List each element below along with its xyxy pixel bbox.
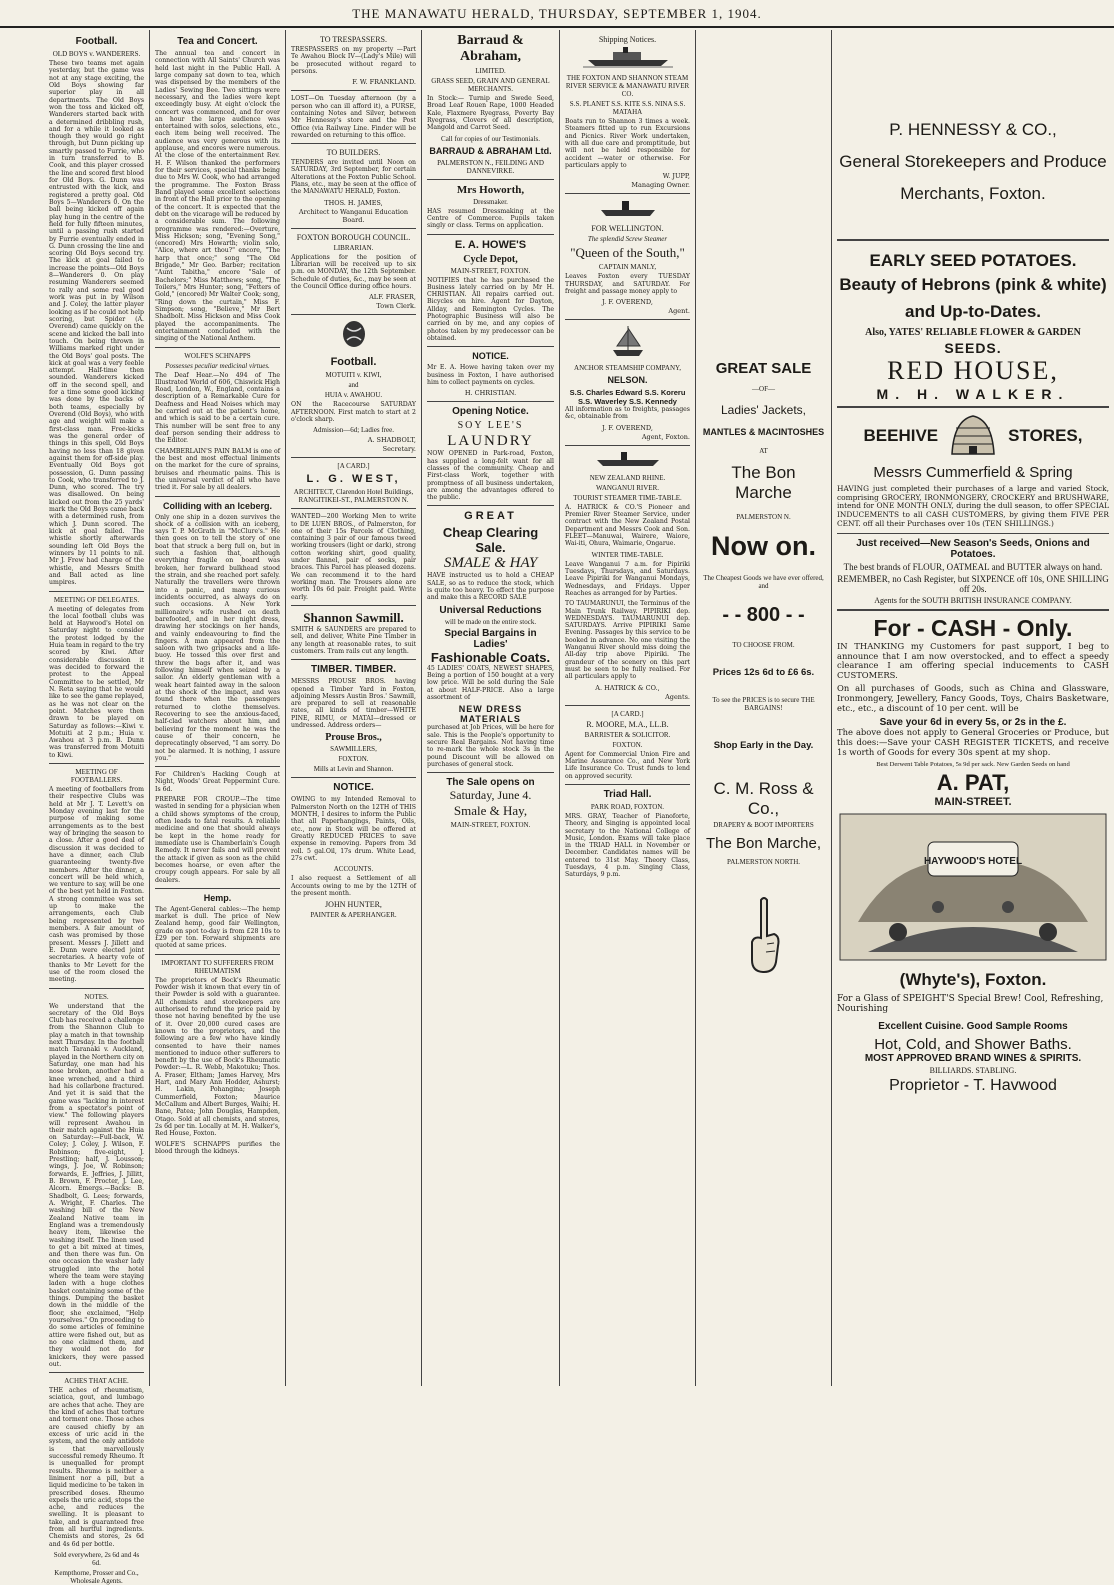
hunter-title: PAINTER & APERHANGER. (310, 911, 397, 920)
tea-concert-heading: Tea and Concert. (177, 36, 258, 47)
dress-text: purchased at Job Prices, will be here for sale. This is the People's opportunity to secure Real Bargains. Not having time to re-mark the whole stock 3s in the pound Discount will be allowed on purchases of general stock. (427, 724, 554, 768)
beehive-label: BEEHIVE (863, 425, 939, 445)
trespassers-heading: TO TRESPASSERS. (320, 35, 387, 44)
notice-heading: NOTICE. (333, 782, 374, 794)
red-house-heading: RED HOUSE, (887, 355, 1059, 385)
wines-heading: MOST APPROVED BRAND WINES & SPIRITS. (864, 1052, 1082, 1064)
palmerston-label: PALMERSTON N. (736, 513, 791, 521)
sailing-ship-icon (565, 324, 690, 362)
barraud-testimonials: Call for copies of our Testimonials. (441, 134, 540, 143)
architect-address: ARCHITECT, Clarendon Hotel Buildings, RANGITIKEI-ST., PALMERSTON N. (293, 488, 414, 505)
reductions-text: will be made on the entire stock. (444, 617, 537, 626)
barraud-stock: In Stock:— Turnip and Swede Seed, Broad Leaf Rouen Rape, 1000 Headed Kale, Flaxmere Ryegrass, Poverty Bay Ryegrass, Clovers of all description, Mangold and Carrot Seed. (427, 95, 554, 132)
barraud-ltd: BARRAUD & ABRAHAM Ltd. (429, 145, 552, 156)
queen-south-text: Leaves Foxton every TUESDAY THURSDAY, and SATURDAY. For freight and passage money apply to (565, 273, 690, 295)
masthead: THE MANAWATU HERALD, THURSDAY, SEPTEMBER 1, 1904. (0, 0, 1114, 28)
footballers-report: A meeting of footballers from their respective Clubs was held at Mr J. T. Levett's on Monday evening last for the purpose of making some arrangements as to the best way of bringing the season to a close. After a good deal of discussion it was decided to have a dinner, each Club guaranteeing twenty-five members. After the dinner, a concert will be held which, we venture to say, will be one of the best yet held in Foxton. A strong committee was set up to make the arrangements, each Club being represented by two members. A fair amount of cash was promised by those present. Messrs J. Jillett and E. Dunn were elected joint secretaries. A hearty vote of thanks to Mr Levett for the use of the room closed the meeting. (49, 786, 144, 984)
triad-address: PARK ROAD, FOXTON. (590, 802, 665, 811)
triad-hall-heading: Triad Hall. (603, 788, 652, 800)
speights-text: For a Glass of SPEIGHT'S Special Brew! Cool, Refreshing, Nourishing (837, 993, 1104, 1015)
overend-signature: J. F. OVEREND, (602, 298, 653, 307)
aches-agents: Kempthorne, Prosser and Co., Wholesale Agents. (54, 1569, 139, 1585)
choose-text: TO CHOOSE FROM. (732, 641, 795, 649)
insurance-text: Agents for the SOUTH BRITISH INSURANCE COMPANY. (874, 595, 1072, 605)
palmerston-north-label: PALMERSTON NORTH. (726, 858, 801, 866)
cummerfield-text: HAVING just completed their purchases of a large and varied Stock, comprising GROCERY, IRONMONGERY, CROCKERY and BRUSHWARE, intend for ONE MONTH ONLY, during the dull season, to offer SPECIAL INDUCEMENTS to all CASH CUSTOMERS, by giving them FIVE PER CENT. off all their Purchases over 10s (TEN SHILLINGS.) (837, 483, 1109, 528)
tea-concert-text: The annual tea and concert in connection with All Saints' Church was held last night in the Public Hall. A large company sat down to tea, which was dispensed by the members of the Ladies' Sewing Bee. Two sittings were necessary, and the ladies were kept exceedingly busy. At eight o'clock the concert was commenced, and for over an hour the large audience was entertained with solos, selections, etc., each item being well received. The audience was very generous with its applause, and encores were numerous. At the close of the entertainment Rev. H. F. Wilson thanked the performers for their services, special thanks being due to Mrs W. Cook, who had arranged the programme. The Foxton Brass Band played some excellent selections in front of the Hall prior to the opening of the concert. It is expected that the debt on the vicarage will be reduced by a considerable sum. The following programme was rendered:—Overture, Miss Hickson; song, "Evening Song," (encored) Mrs Howarth; violin solo, "Alice, where art thou?" encore, "The harp that once;" song "The Old Brigade," Mr Geo. Barber; recitation "Aunt Tabitha," encore "Sale of Bachelors;" Miss Matthews; song, "The Toilers," Mrs Hunter; song, "Fetters of Gold," (encored) Mr Walter Cook; song, "Ring down the curtain," Miss F. Simpson; song, "Believe," Mr Bert Shadbolt. Miss Hickson and Miss Cook played the accompaniments. The entertainment concluded with the singing of the National Anthem. (155, 50, 280, 343)
sale-opens-heading: The Sale opens on (446, 777, 535, 789)
deaf-hear-text: The Deaf Hear.—No 494 of The Illustrated World of 606, Chiswick High Road, London, W., England, contains a description of a Remarkable Cure for Deafness and Head Noises which may be carried out at the patient's home, and which is said to be a certain cure. This number will be sent free to any deaf person sending their address to the Editor. (155, 371, 280, 445)
notes-heading: NOTES. (84, 992, 109, 1001)
hemp-text: The Agent-General cables:—The hemp market is dull. The price of New Zealand hemp, good fair Wellington, grade on spot to-day is from £28 10s to £29 per ton. Forward shipments are quoted at same prices. (155, 905, 280, 950)
christian-notice-text: Mr E. A. Howe having taken over my business in Foxton, I have authorised him to collect payments on cycles. (427, 364, 554, 386)
prouse-title: SAWMILLERS, (330, 745, 377, 754)
shop-early-heading: Shop Early in the Day. (713, 740, 814, 751)
rheumatism-text: The proprietors of Bock's Rheumatic Powder wish it known that every tin of their Powder is sold with a guarantee. All chemists and storekeepers are authorised to refund the price paid by those not having benefited by the use of it. Over 20,000 cured cases are known to the proprietors, and the following are a few who have kindly consented to have their names mentioned to induce other sufferers to benefit by the use of Bock's Rheumatic Powder:—L. R. Webb, Makotuku; Thos. A. Fraser, Eltham; James Harvey, Mrs Hart, and Mary Ann Hodder, Ashurst; H. Lakin, Pohangina; Joseph Cummerfield, Foxton; Maurice McCallum and Albert Burges, Waihi; H. Bane, Patea; John Douglas, Hampden, Otago. Sold at all chemists, and stores, 2s 6d per tin. Locally at M. H. Walker's, Red House, Foxton. (155, 976, 280, 1138)
librarian-heading: LIBRARIAN. (333, 243, 374, 252)
prouse-name: Prouse Bros., (325, 732, 382, 744)
thanking-text: IN THANKING my Customers for past support, I beg to announce that I am now overstocked, and to effect a speedy clearance I am offering special inducements to CASH CUSTOMERS. (837, 640, 1109, 681)
match-and: and (348, 381, 359, 390)
anchor-heading: ANCHOR STEAMSHIP COMPANY, (574, 364, 681, 373)
accounts-heading: ACCOUNTS. (333, 865, 374, 874)
wellington-heading: FOR WELLINGTON. (591, 224, 664, 234)
moore-card-label: [A CARD.] (611, 709, 644, 718)
librarian-text: Applications for the position of Librarian will be received up to six p.m. on MONDAY, the 12th September. Schedule of duties, &c., may be seen at the Council Office during office hours. (291, 253, 416, 290)
football-match-heading: Football. (330, 356, 377, 369)
builders-signature: THOS. H. JAMES, (324, 198, 383, 207)
howe-address: MAIN-STREET, FOXTON. (450, 266, 531, 275)
column-2 (150, 30, 286, 1386)
delegates-heading: MEETING OF DELEGATES. (53, 595, 140, 604)
jackets-heading: Ladies' Jackets, (720, 403, 806, 417)
moore-place: FOXTON. (612, 740, 643, 749)
cash-only-heading: For - CASH - Only. (873, 614, 1073, 641)
barraud-heading: Barraud & Abraham, (457, 33, 524, 64)
coats-text: 45 LADIES' COATS, NEWEST SHAPES, Being a portion of 150 bought at a very low price. Will be sold during the Sale at about HALF-PRICE. Also a large assortment of (427, 664, 554, 701)
aches-price: Sold everywhere, 2s 6d and 4s 6d. (53, 1551, 140, 1567)
register-tickets-text: The above does not apply to General Groceries or Produce, but this does:—Save your CASH REGISTER TICKETS, and receive 1s worth of Goods for every 30s spent at my shop. (837, 726, 1109, 757)
howe-heading: E. A. HOWE'S (454, 238, 527, 251)
jupp-title: Managing Owner. (631, 181, 690, 190)
schnapps-blood-text: WOLFE'S SCHNAPPS purifies the blood through the kidneys. (155, 1140, 280, 1155)
at-label: AT (759, 447, 768, 455)
pat-heading: A. PAT, (936, 769, 1010, 795)
seeds-heading: SEEDS. (944, 339, 1002, 356)
hotel-sign-text: HAYWOOD'S HOTEL (923, 855, 1023, 867)
queen-south-heading: "Queen of the South," (570, 245, 685, 261)
now-on-heading: Now on. (711, 531, 816, 561)
hennessy-heading: P. HENNESSY & CO., (889, 120, 1057, 139)
football-subheading: OLD BOYS v. WANDERERS. (52, 50, 141, 58)
smale-hay-heading: SMALE & HAY (443, 555, 538, 572)
sawmill-heading: Shannon Sawmill. (303, 609, 404, 625)
cash-register-text: REMEMBER, no Cash Register, but SIXPENCE off 10s, ONE SHILLING off 20s. (837, 573, 1109, 594)
anchor-signature: J. F. OVEREND, (602, 423, 653, 432)
moore-heading: R. MOORE, M.A., LL.B. (586, 719, 669, 729)
peppermint-cure-text: For Children's Hacking Cough at Night, Woods' Great Peppermint Cure. Is 6d. (155, 771, 280, 793)
borough-council-heading: FOXTON BOROUGH COUNCIL. (296, 232, 411, 242)
river-service-heading: THE FOXTON AND SHANNON STEAM RIVER SERVICE & MANAWATU RIVER CO. (565, 74, 690, 98)
howorth-text: HAS resumed Dressmaking at the Centre of Commerce. Pupils taken singly or class. Terms on application. (427, 207, 554, 230)
builders-heading: TO BUILDERS. (326, 148, 381, 158)
column-1 (44, 30, 150, 1585)
taumarunui-text: TO TAUMARUNUI, the Terminus of the Main Trunk Railway. PIPIRIKI dep. WEDNESDAYS. TAUMARUNUI dep. SATURDAYS. Arrive PIPIRIKI Same Evening. Passages by this service to be booked in advance. No one visiting the Wanganui River should miss doing the All-day trip above Pipiriki. The grandeur of the scenery on this part must be seen to be fully realised. For all particulars apply to (565, 600, 690, 681)
croup-text: PREPARE FOR CROUP.—The time wasted in sending for a physician when a child shows symptoms of the croup, often leads to fatal results. A reliable medicine and one that should always be kept in the home ready for immediate use is Chamberlain's Cough Remedy. It never fails and will prevent the attack if given as soon as the child becomes hoarse, or even after the croupy cough appears. For sale by all dealers. (155, 796, 280, 884)
discount-text: On all purchases of Goods, such as China and Glassware, Ironmongery, Jewellery, Fancy Goods, Toys, Chairs Basketware, etc., etc., a discount of 10 per cent. will be (837, 683, 1109, 714)
delegates-report: A meeting of delegates from the local football clubs was held at Haywood's Hotel on Saturday night to consider the protest lodged by the Huia team in regard to the try scored by Kiwi. After considerable discussion it was decided to forward the protest to the Appeal Committee to be settled, Mr N. Reta saying that he would like to see the game replayed, as he was not clear on the point. Matches were then drawn to be played on Saturday as follows:—Kiwi v. Motuiti at 2 p.m.; Huia v. Awahou at 3 p.m. B. Dunn was transferred from Motuiti to Kiwi. (49, 605, 144, 759)
ross-sub: DRAPERY & BOOT IMPORTERS (713, 821, 814, 829)
rheumatism-heading: IMPORTANT TO SUFFERERS FROM RHEUMATISM (161, 958, 274, 975)
rhine-heading: NEW ZEALAND RHINE. (589, 473, 666, 482)
match-text: ON the Racecourse SATURDAY AFTERNOON. First match to start at 2 o'clock sharp. (291, 401, 416, 423)
column-7 (832, 30, 1114, 1386)
sale-text: HAVE instructed us to hold a CHEAP SALE, so as to reduce the stock, which is quite too heavy. To effect the purpose and make this a RECORD SALE (427, 572, 554, 602)
billiards-text: BILLIARDS. STABLING. (929, 1065, 1017, 1075)
moore-title: BARRISTER & SOLICITOR. (584, 730, 671, 739)
christian-notice-heading: NOTICE. (472, 351, 509, 362)
river-service-text: Boats run to Shannon 3 times a week. Steamers fitted up to run Excursions and Picnics. River Work undertaken, with all due care and promptitude, but will not be held responsible for accident —water or otherwise. For particulars apply to (565, 118, 690, 169)
triad-text: MRS. GRAY, Teacher of Pianoforte, Theory, and Singing is appointed local secretary to the National College of Music, London. Exams will take place in the TRIAD HALL in November or December. Candidates names will be entered to 31st May. Theory Class, Tuesdays, 4 p.m. Singing Class, Saturdays, 9 p.m. (565, 812, 690, 879)
notes-text: We understand that the secretary of the Old Boys Club has received a challenge from the Shannon Club to play a match in that township next Thursday. In the football match Taranaki v. Auckland, played in the Northern city on Saturday, one man had his nose broken, another had a knee wrenched, and a third had his collarbone fractured. And yet it is said that the game was "lacking in interest from a spectator's point of view." The following players will represent Awahou in their match against the Huia on Saturday:—Full-back, W. Coley; J. Coley, J. Wilson, F. Robinson; five-eight, J. Prestling; half, J. Lousson; wings, J. Joe, W. Robinson; forwards, E. Jeffries, J. Jillitt, B. Brown, F. Procter, J. Lee, Alcorn. Emergs.—Backs: B. Shadbolt, G. Lees; forwards, A. Wright, F. Charles. The washing bill of the New Zealand Native team in England was a tremendously heavy item, likewise the washing itself. The linen used to get a bit mixed at times, and then there was fun. On one occasion the washer lady struggled into the hotel where the team were staying laden with a huge clothes basket containing some of the things. Dumping the basket down in the middle of the floor, she exclaimed, "Help yourselves." On proceeding to do some articles of feminine attire were fished out, but as no one claimed them, and they would not do for knickers, they were passed out. (49, 1002, 144, 1368)
river-fleet: S.S. PLANET S.S. KITE S.S. NINA S.S. MATAHA (569, 100, 686, 116)
overend-title: Agent. (668, 307, 690, 316)
football-report: These two teams met again yesterday, but the game was not at any stage exciting, the Old Boys showing far superior play in all departments. The Old Boys won the toss and kicked off, Wanderers started back with a determined dribbling rush, and for a while it looked as though they would go right through, but Dunn picking up smartly passed to Furrie, who in turn transferred to B. Cook, and this player crossed the line and scored first blood for Old Boys. G. Dunn was entrusted with the kick, and registered a pretty goal. Old Boys 5—Wanderers 0. On the ball being kicked off again play hung in the centre of the field for fully fifteen minutes, until a passing rush started by Furrie eventually ended in G. Dunn crossing the line and scoring Old Boys second try. The kick at goal failed to increase the points—Old Boys 8—Wanderers 0. On play resuming Wanderers seemed to rally and some real good work was put in by Wilson and J. Coley, the latter player looking as if he could not help scoring, but Spider (A. Overend) came quickly on the scene and kicked the ball into touch. On being thrown in Williams marked right under the Old Boys' goal posts. The kick at goal was a very feeble attempt. Half-time then sounded. Wanderers kicked off in the second spell, and for a time some good kicking was done by the backs of both teams, especially by Overend (Old Boys), who with age and weight will make a first-class man. Free-kicks was the general order of things in this spell, Old Boys having no less than 18 given against them for off-side play. Eventually Old Boys got possession, G. Dunn passing to Cook, who transferred to J. Dunn, who scored. The try was disallowed. On being kicked out from the 25 yards' mark the Old Boys came back with a determined rush, from which J. Dunn scored. The kick at goal failed. The whistle shortly afterwards sounding left Old Boys the winners by 11 points to nil. Mr J. Frew had charge of the whistle, and Messrs Smith and Ball acted as line umpires. (49, 60, 144, 587)
anchor-fleet: S.S. Charles Edward S.S. Koreru S.S. Waverley S.S. Kennedy (569, 388, 686, 407)
lost-purse-text: LOST—On Tuesday afternoon (by a person who can ill afford it), a PURSE, containing Notes and Silver, between Mr Hennessy's store and the Post Office (via Railway Line. Finder will be rewarded on returning to this office. (291, 95, 416, 139)
flour-text: The best brands of FLOUR, OATMEAL and BUTTER always on hand. (843, 561, 1103, 572)
hunter-name: JOHN HUNTER, (325, 900, 382, 910)
howe-text: NOTIFIES that he has purchased the Business lately carried on by Mr H. CHRISTIAN. All repairs carried out. Bicycles on hire. Agent for Dayton, Allday, and Remington Cycles. The Photographic Business will also be carried on by me, and any copies of photos taken by my predecessor can be obtained. (427, 276, 554, 342)
derwent-text: Best Derwent Table Potatoes, 5s 9d per sack. New Garden Seeds on hand (876, 760, 1070, 768)
cuisine-text: Excellent Cuisine. Good Sample Rooms (878, 1020, 1068, 1032)
mantles-heading: MANTLES & MACINTOSHES (702, 427, 825, 437)
laundry-heading: LAUNDRY (447, 433, 534, 450)
great-sale-heading: GREAT SALE (715, 360, 812, 377)
beehive-header (837, 414, 1109, 458)
hebrons-heading: Beauty of Hebrons (pink & white) and Up-to-Dates. (839, 274, 1107, 321)
great-heading: GREAT (464, 510, 517, 523)
bargains-heading: Special Bargains in Ladies' (444, 627, 537, 650)
river-steamer-icon (565, 46, 690, 72)
architect-name: L. G. WEST, (306, 473, 401, 486)
hatrick-signature: A. HATRICK & CO., (595, 683, 660, 692)
column-5 (560, 30, 696, 1386)
barraud-trade: GRASS SEED, GRAIN AND GENERAL MERCHANTS. (431, 77, 550, 93)
smale-hay-signature: Smale & Hay, (453, 803, 528, 819)
prices-heading: Prices 12s 6d to £6 6s. (712, 667, 815, 678)
anchor-text: All information as to freights, passages &c, obtainable from (565, 406, 690, 421)
hotel-illustration (837, 812, 1109, 966)
match-2: HUIA v. AWAHOU. (324, 391, 383, 400)
wanganui-heading: WANGANUI RIVER. (596, 483, 659, 492)
bargains-text: To see the PRICES is to secure THE BARGAINS! (712, 696, 815, 712)
column-4 (422, 30, 560, 1386)
trespassers-signature: F. W. FRANKLAND. (352, 78, 416, 87)
coats-heading: Fashionable Coats. (430, 649, 551, 665)
ross-heading: C. M. Ross & Co., (713, 779, 814, 818)
builders-title: Architect to Wanganui Education Board. (298, 207, 409, 224)
timber-text: MESSRS PROUSE BROS. having opened a Timber Yard in Foxton, adjoining Messrs Austin Bros.' Sawmill, are prepared to sell at reasonable rates, all kinds of timber—WHITE PINE, RIMU, or MATAI—dressed or undressed. Address orders— (291, 678, 416, 730)
laundry-text: NOW OPENED in Park-road, Foxton, has supplied a long-felt want for all classes of the community. Cheap and First-class Work, together with promptness of all business undertaken, are among the advantages offered to the public. (427, 450, 554, 502)
hemp-heading: Hemp. (203, 892, 232, 903)
howorth-heading: Mrs Howorth, (456, 183, 525, 196)
anchor-title: Agent, Foxton. (641, 432, 690, 441)
moore-text: Agent for Commercial Union Fire and Marine Assurance Co., and New York Life Insurance Co. Trust funds to lend on approved security. (565, 750, 690, 780)
match-signature: A. SHADBOLT, (367, 436, 416, 445)
bon-marche-signature: The Bon Marche, (705, 835, 822, 852)
accounts-text: I also request a Settlement of all Accounts owing to me by the 12TH of the present month. (291, 875, 416, 897)
great-sale-of: —OF— (752, 385, 775, 393)
sawmill-text: SMITH & SAUNDERS are prepared to sell, and deliver, White Pine Timber in any length at reasonable rates, to suit customers. Tram rails cut any length. (291, 625, 416, 655)
steamer-icon (565, 198, 690, 222)
jupp-signature: W. JUPP, (662, 172, 690, 181)
save-heading: Save your 6d in every 5s, or 2s in the £. (879, 716, 1067, 728)
match-title: Secretary. (382, 445, 416, 454)
column-6 (696, 30, 832, 1386)
stores-label: STORES, (1008, 425, 1083, 445)
eight-hundred-heading: - - 800 - - (722, 604, 805, 626)
card-label: [A CARD.] (337, 462, 370, 471)
bon-marche-heading: The Bon Marche (731, 463, 796, 502)
builders-text: TENDERS are invited until Noon on SATURDAY, 3rd September, for certain Alterations at the Foxton Public School. Plans, etc., may be seen at the office of the MANAWATU HERALD, Foxton. (291, 159, 416, 196)
match-admission: Admission—6d; Ladies free. (312, 426, 395, 435)
hatrick-title: Agents. (665, 692, 690, 701)
schnapps-sub: Possesses peculiar medicinal virtues. (165, 361, 270, 370)
howe-depot: Cycle Depot, (463, 253, 518, 265)
proprietor-text: Proprietor - T. Havwood (889, 1076, 1057, 1094)
timber-heading: TIMBER. TIMBER. (311, 664, 396, 676)
sale-date: Saturday, June 4. (449, 788, 532, 803)
cummerfield-heading: Messrs Cummerfield & Spring (873, 463, 1073, 481)
walker-heading: M. H. WALKER. (876, 385, 1070, 402)
smale-hay-address: MAIN-STREET, FOXTON. (450, 821, 531, 830)
soylee-heading: SOY LEE'S (457, 420, 524, 432)
wellington-sub: The splendid Screw Steamer (587, 235, 668, 244)
football-heading: Football. (75, 36, 118, 47)
match-1: MOTUITI v. KIWI, (325, 371, 382, 380)
council-title: Town Clerk. (376, 302, 416, 311)
iceberg-text: Only one ship in a dozen survives the shock of a collision with an iceberg, says T. P. McGrath in "McClure's." He then goes on to tell the story of one boat that struck a berg full on, but in such a fashion that, although everything fragile on board was broken, her forward bulkhead stood the strain, and she reached port safely. Naturally the travellers were thrown into a panic, and many curious incidents occurred, as always do on such occasions. A New York millionaire's wife rushed on death barefooted, and in her night dress, drawing her stockings on her hands, and vainly endeavouring to find the fingers. A man appeared from the saloon with two gripsacks and a life-buoy. He tossed this over first and threw the bags after it, and was following himself when seized by a sailor. An elderly gentleman with a weak heart fainted away in the saloon at the shock of the impact, and was found there when the passengers returned to clothe themselves. Recovering to see the anxious-faced, half-clad watchers about him, and believing for the moment he was the cause of their concern, he deprecatingly observed, "I am sorry. Do not be alarmed. It is nothing, I assure you." (155, 513, 280, 762)
captain-name: CAPTAIN MANLY, (598, 263, 657, 272)
schnapps-heading: WOLFE'S SCHNAPPS (184, 351, 251, 360)
dress-heading: NEW DRESS MATERIALS (458, 704, 523, 725)
footballers-heading: MEETING OF FOOTBALLERS. (70, 768, 123, 785)
seed-potatoes-heading: EARLY SEED POTATOES. (869, 250, 1077, 270)
pointing-hand-icon (701, 896, 826, 980)
hennessy-sub: General Storekeepers and Produce Merchants, Foxton. (839, 152, 1107, 204)
beehive-icon (946, 414, 1000, 458)
council-signature: ALF. FRASER, (369, 293, 416, 302)
baths-heading: Hot, Cold, and Shower Baths. (874, 1035, 1072, 1053)
opening-notice-heading: Opening Notice. (452, 406, 529, 418)
column-3 (286, 30, 422, 1386)
yates-text: Also, YATES' RELIABLE FLOWER & GARDEN (865, 326, 1081, 338)
aches-text: THE aches of rheumatism, sciatica, gout, and lumbago are aches that ache. They are the kind of aches that torture and torment one. Those aches are caused chiefly by an excess of uric acid in the system, and the only antidote is that marvellously successful remedy Rheumo. It is unequalled for prompt results. Rheumo is neither a liniment nor a pill, but a liquid medicine to be taken in prescribed doses. Rheumo expels the uric acid, stops the ache, and reduces the swelling. It is pleasant to take, and is guaranteed free from all hurtful ingredients. Chemists and stores, 2s 6d and 4s 6d per bottle. (49, 1387, 144, 1548)
mills-text: Mills at Levin and Shannon. (313, 765, 394, 774)
christian-signature: H. CHRISTIAN. (464, 389, 517, 398)
removal-text: OWING to my Intended Removal to Palmerston North on the 12TH of THIS MONTH, I desires to inform the Public that all Paperhangings, Paints, Oils, etc., now in Stock will be offered at Greatly REDUCED PRICES to save expense in removing. Papers from 3d roll. 5 gal.Oil, 17s drum. White Lead, 27s cwt. (291, 796, 416, 862)
timetable-heading: TOURIST STEAMER TIME-TABLE. (573, 493, 682, 502)
pat-address: MAIN-STREET. (934, 795, 1012, 808)
whytes-heading: (Whyte's), Foxton. (899, 969, 1047, 989)
prouse-place: FOXTON. (338, 755, 369, 764)
cheapest-text: The Cheapest Goods we have ever offered, and (703, 574, 824, 590)
working-men-text: WANTED—200 Working Men to write to DE LUEN BROS., of Palmerston, for one of their 15s Parcels of Clothing, containing 3 pair of our famous tweed working trousers (light or dark), strong cotton working shirt, good quality, under flannel, pair of socks, pair braces. This Parcel has pleased dozens. We can recommend it to the hard working man. The Trousers alone are worth 10s 6d pair. Freight paid. Write early. (291, 513, 416, 601)
barraud-limited: LIMITED. (475, 67, 506, 75)
howorth-sub: Dressmaker. (473, 197, 508, 206)
winter-timetable-heading: WINTER TIME-TABLE. (591, 550, 664, 559)
rhine-steamer-icon (565, 450, 690, 472)
anchor-nelson: NELSON. (607, 375, 648, 386)
aches-heading: ACHES THAT ACHE. (64, 1377, 129, 1386)
barraud-branches: PALMERSTON N., FEILDING AND DANNEVIRKE. (437, 158, 544, 175)
pain-balm-text: CHAMBERLAIN'S PAIN BALM is one of the best and most effectual liniments on the market for the cure of sprains, bruises and rheumatic pains. This is the universal verdict of all who have tried it. For sale by all dealers. (155, 447, 280, 492)
hatrick-text: A. HATRICK & CO.'S Pioneer and Premier River Steamer Service, under contract with the New Zealand Postal Department and Messrs Cook and Son. FLEET—Manuwai, Wairere, Waiore, Wai-iti, Ohura, Waimarie, Ongarue. (565, 503, 690, 548)
iceberg-heading: Colliding with an Iceberg. (162, 500, 272, 511)
trespassers-text: TRESPASSERS on my property —Part Te Awahou Block IV—(Lady's Mile) will be prosecuted without regard to persons. (291, 46, 416, 75)
seeds-received-heading: Just received—New Season's Seeds, Onions and Potatoes. (856, 537, 1090, 560)
shipping-heading: Shipping Notices. (598, 35, 657, 44)
winter-timetable-text: Leave Wanganui 7 a.m. for Pipiriki Tuesdays, Thursdays, and Saturdays. Leave Pipiriki for Wanganui Mondays, Wednesdays, and Fridays. Upper Reaches as arranged for by Parties. (565, 560, 690, 597)
reductions-heading: Universal Reductions (439, 604, 542, 616)
clearing-sale-heading: Cheap Clearing Sale. (442, 525, 539, 556)
football-ball-icon (291, 319, 416, 353)
